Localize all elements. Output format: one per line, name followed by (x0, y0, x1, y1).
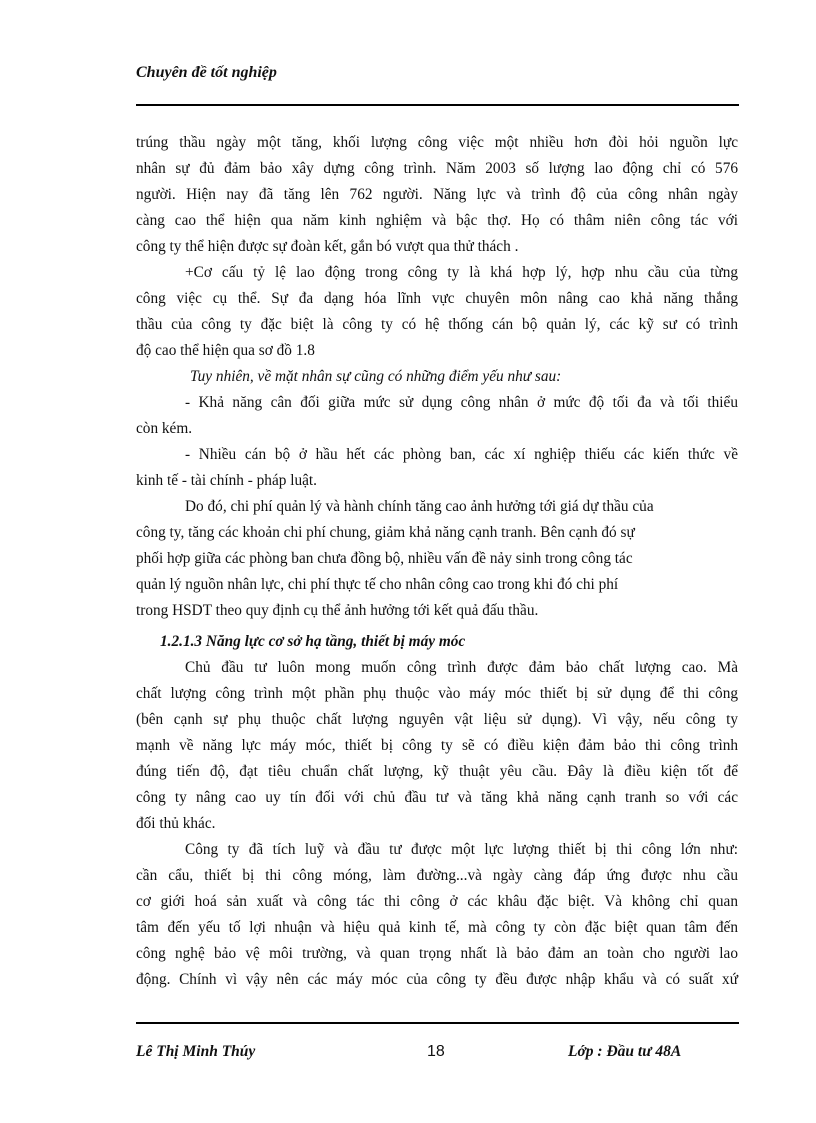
footer-author: Lê Thị Minh Thúy (136, 1043, 256, 1060)
text-line: quản lý nguồn nhân lực, chi phí thực tế cho nhân công cao trong khi đó chi phí (136, 576, 619, 593)
text-line: đối thủ khác. (136, 815, 216, 832)
footer-rule (136, 1022, 739, 1024)
text-line: tâm đến yếu tố lợi nhuận và hiệu quả kinh tế, mà công ty còn đặc biệt quan tâm đến (136, 919, 738, 936)
text-line: công nghệ bảo vệ môi trường, và quan trọng nhất là bảo đảm an toàn cho người lao (136, 945, 738, 962)
text-line: còn kém. (136, 420, 193, 437)
footer-class: Lớp : Đầu tư 48A (568, 1043, 682, 1060)
text-line: thầu của công ty đặc biệt là công ty có hệ thống cán bộ quản lý, các kỹ sư có trình (136, 316, 738, 333)
text-line: nhân sự đủ đảm bảo xây dựng công trình. Năm 2003 số lượng lao động chỉ có 576 (136, 160, 738, 177)
text-line: Do đó, chi phí quản lý và hành chính tăng cao ảnh hưởng tới giá dự thầu của (185, 498, 654, 515)
text-line: Chủ đầu tư luôn mong muốn công trình được đảm bảo chất lượng cao. Mà (185, 659, 738, 676)
header-rule (136, 104, 739, 106)
text-line: (bên cạnh sự phụ thuộc chất lượng nguyên vật liệu sử dụng). Vì vậy, nếu công ty (136, 711, 738, 728)
text-line: độ cao thể hiện qua sơ đồ 1.8 (136, 342, 315, 359)
text-line: trong HSDT theo quy định cụ thể ảnh hưởng tới kết quả đấu thầu. (136, 602, 539, 619)
text-line: càng cao thể hiện qua năm kinh nghiệm và bậc thợ. Họ có thâm niên công tác với (136, 212, 738, 229)
italic-subheading: Tuy nhiên, về mặt nhân sự cũng có những điểm yếu như sau: (190, 368, 562, 385)
text-line: cơ giới hoá sản xuất và công tác thi công ở các khâu đặc biệt. Và không chỉ quan (136, 893, 738, 910)
text-line: Công ty đã tích luỹ và đầu tư được một lực lượng thiết bị thi công lớn như: (185, 841, 738, 858)
document-body (136, 130, 738, 993)
text-line: +Cơ cấu tỷ lệ lao động trong công ty là khá hợp lý, hợp nhu cầu của từng (185, 264, 738, 281)
running-header: Chuyên đề tốt nghiệp (136, 64, 277, 81)
text-line: cần cẩu, thiết bị thi công móng, làm đường...và ngày càng đáp ứng được nhu cầu (136, 867, 738, 884)
text-line: công ty thể hiện được sự đoàn kết, gắn bó vượt qua thử thách . (136, 238, 519, 255)
text-line: phối hợp giữa các phòng ban chưa đồng bộ, nhiều vấn đề nảy sinh trong công tác (136, 550, 633, 567)
text-line: công ty nâng cao uy tín đối với chủ đầu tư và tăng khả năng cạnh tranh so với các (136, 789, 738, 806)
text-line: chất lượng công trình một phần phụ thuộc vào máy móc thiết bị sử dụng để thi công (136, 685, 738, 702)
text-line: đúng tiến độ, đạt tiêu chuẩn chất lượng, kỹ thuật yêu cầu. Đây là điều kiện tốt để (136, 763, 738, 780)
section-heading: 1.2.1.3 Năng lực cơ sở hạ tầng, thiết bị máy móc (160, 633, 466, 650)
text-line: công ty, tăng các khoản chi phí chung, giảm khả năng cạnh tranh. Bên cạnh đó sự (136, 524, 635, 541)
text-line: mạnh về năng lực máy móc, thiết bị công ty sẽ có điều kiện đảm bảo thi công trình (136, 737, 738, 754)
text-line: kinh tế - tài chính - pháp luật. (136, 472, 317, 489)
text-line: người. Hiện nay đã tăng lên 762 người. Năng lực và trình độ của công nhân ngày (136, 186, 738, 203)
page-number: 18 (427, 1043, 445, 1060)
text-line: động. Chính vì vậy nên các máy móc của công ty đều được nhập khẩu và có suất xứ (136, 971, 738, 988)
text-line: - Nhiều cán bộ ở hầu hết các phòng ban, các xí nghiệp thiếu các kiến thức về (185, 446, 738, 463)
text-line: công việc cụ thể. Sự đa dạng hóa lĩnh vực chuyên môn nâng cao khả năng thắng (136, 290, 738, 307)
text-line: - Khả năng cân đối giữa mức sử dụng công nhân ở mức độ tối đa và tối thiểu (185, 394, 738, 411)
text-line: trúng thầu ngày một tăng, khối lượng công việc một nhiều hơn đòi hỏi nguồn lực (136, 134, 738, 151)
